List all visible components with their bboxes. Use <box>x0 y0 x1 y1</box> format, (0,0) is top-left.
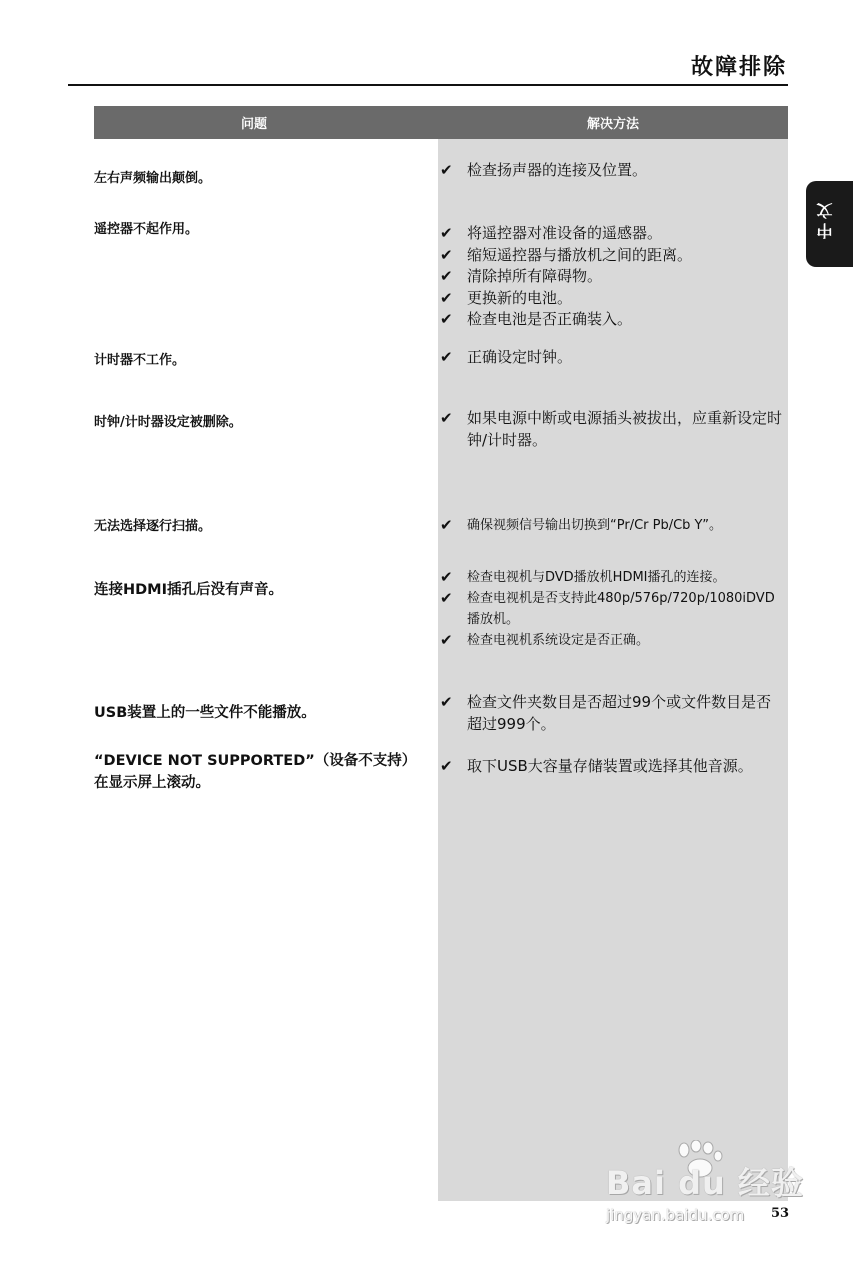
solution-item: ✔ 更换新的电池。 <box>440 288 785 310</box>
solution-item: ✔ 正确设定时钟。 <box>440 347 785 369</box>
solution-list-remote <box>440 223 785 331</box>
check-icon: ✔ <box>440 161 453 179</box>
check-icon: ✔ <box>440 589 453 607</box>
solution-item: ✔ 检查电视机是否支持此480p/576p/720p/1080iDVD 播放机。 <box>440 589 775 627</box>
title-divider <box>68 84 788 86</box>
check-icon: ✔ <box>440 224 453 242</box>
language-tab <box>806 181 853 267</box>
solution-item: ✔ 检查电池是否正确装入。 <box>440 309 785 331</box>
problem-clock-erased: 时钟/计时器设定被删除。 <box>94 415 242 430</box>
check-icon: ✔ <box>440 516 453 534</box>
watermark-brand: Bai du 经验 <box>606 1164 804 1202</box>
problem-audio-reversed: 左右声频输出颠倒。 <box>94 171 212 186</box>
check-icon: ✔ <box>440 245 453 264</box>
solution-item: ✔ 确保视频信号输出切换到“Pr/Cr Pb/Cb Y”。 <box>440 516 723 534</box>
page-number: 53 <box>771 1206 790 1221</box>
solution-item: ✔ 将遥控器对准设备的遥感器。 <box>440 223 785 245</box>
watermark-url: jingyan.baidu.com <box>606 1206 745 1224</box>
check-icon: ✔ <box>440 409 453 427</box>
solution-list-timer <box>440 347 785 369</box>
solution-list-usb <box>440 692 785 735</box>
solution-list-hdmi <box>440 567 785 651</box>
problem-usb-files: USB装置上的一些文件不能播放。 <box>94 705 316 721</box>
solution-item: ✔ 缩短遥控器与播放机之间的距离。 <box>440 245 785 267</box>
language-tab-label: 中文 <box>816 199 835 239</box>
check-icon: ✔ <box>440 288 453 307</box>
problem-device-not-supported: “DEVICE NOT SUPPORTED”（设备不支持）在显示屏上滚动。 <box>94 753 417 791</box>
check-icon: ✔ <box>440 267 453 285</box>
problem-timer: 计时器不工作。 <box>94 353 186 368</box>
table-header <box>94 106 788 139</box>
header-solution: 解决方法 <box>586 117 639 132</box>
solution-item: ✔ 检查电视机与DVD播放机HDMI播孔的连接。 <box>440 568 726 586</box>
check-icon: ✔ <box>440 310 453 328</box>
solution-list-device <box>440 756 785 778</box>
check-icon: ✔ <box>440 568 453 586</box>
solution-list-clock <box>440 408 785 451</box>
solution-item: ✔ 如果电源中断或电源插头被拔出，应重新设定时钟/计时器。 <box>440 409 783 449</box>
check-icon: ✔ <box>440 757 453 775</box>
header-problem: 问题 <box>240 117 267 132</box>
solution-item: ✔ 检查电视机系统设定是否正确。 <box>440 631 650 649</box>
solution-list-progressive <box>440 515 785 536</box>
solution-list-audio <box>440 160 785 182</box>
solution-item: ✔ 清除掉所有障碍物。 <box>440 266 785 288</box>
check-icon: ✔ <box>440 631 453 649</box>
check-icon: ✔ <box>440 693 453 711</box>
page-title: 故障排除 <box>690 55 787 80</box>
solution-item: ✔ 检查扬声器的连接及位置。 <box>440 160 785 182</box>
solution-item: ✔ 检查文件夹数目是否超过99个或文件数目是否超过999个。 <box>440 693 772 733</box>
solution-item: ✔ 取下USB大容量存储装置或选择其他音源。 <box>440 756 785 778</box>
problem-remote: 遥控器不起作用。 <box>94 222 199 237</box>
problem-progressive-scan: 无法选择逐行扫描。 <box>94 519 212 534</box>
problem-hdmi-no-sound: 连接HDMI插孔后没有声音。 <box>94 582 283 598</box>
check-icon: ✔ <box>440 348 453 366</box>
